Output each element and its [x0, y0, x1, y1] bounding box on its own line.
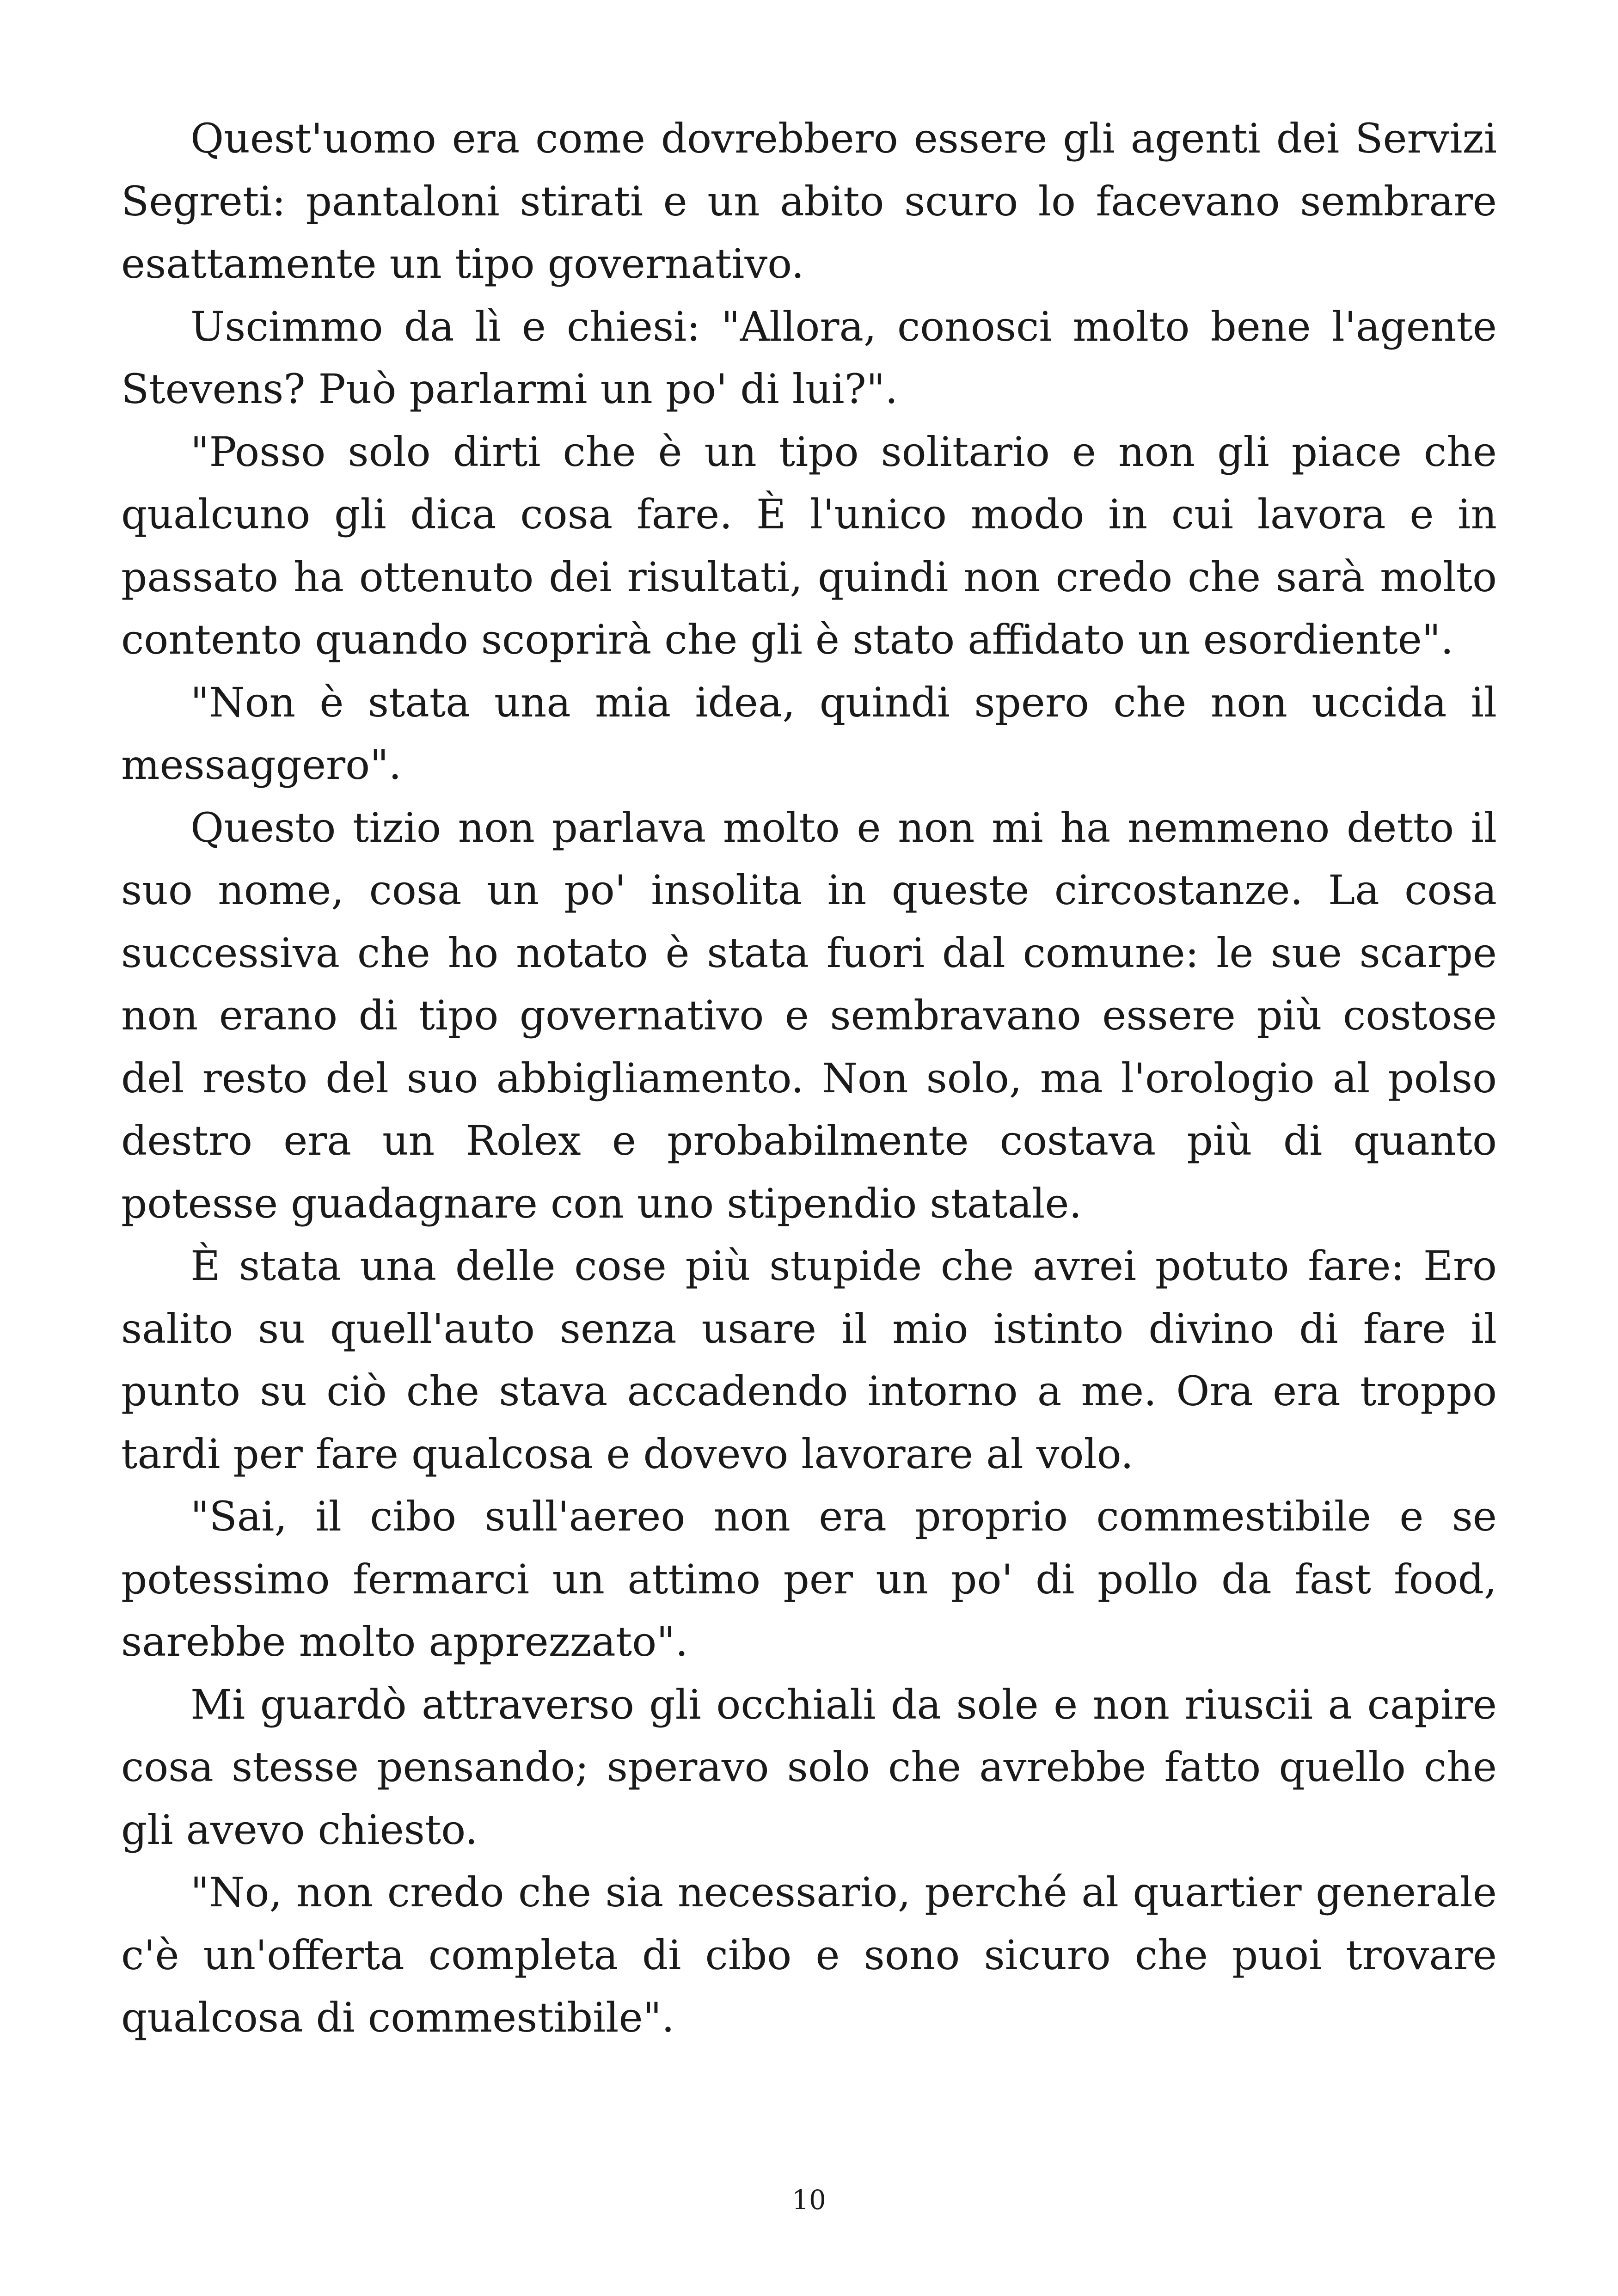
body-text [121, 107, 1497, 2049]
paragraph-9: "No, non credo che sia necessario, perché al quartier generale c'è un'offerta completa di cibo e sono sicuro che puoi trovare qualcosa di commestibile". [121, 1868, 1497, 2041]
paragraph-2: Uscimmo da lì e chiesi: "Allora, conosci molto bene l'agente Stevens? Può parlarmi un po' di lui?". [121, 302, 1497, 413]
paragraph-5: Questo tizio non parlava molto e non mi ha nemmeno detto il suo nome, cosa un po' insolita in queste circostanze. La cosa successiva che ho notato è stata fuori dal comune: le sue scarpe non erano di tipo governativo e sembravano essere più costose del resto del suo abbigliamento. Non solo, ma l'orologio al polso destro era un Rolex e probabilmente costava più di quanto potesse guadagnare con uno stipendio statale. [121, 803, 1497, 1227]
paragraph-4: "Non è stata una mia idea, quindi spero che non uccida il messaggero". [121, 678, 1497, 789]
paragraph-7: "Sai, il cibo sull'aereo non era proprio commestibile e se potessimo fermarci un attimo per un po' di pollo da fast food, sarebbe molto apprezzato". [121, 1493, 1497, 1665]
paragraph-3: "Posso solo dirti che è un tipo solitario e non gli piace che qualcuno gli dica cosa fare. È l'unico modo in cui lavora e in passato ha ottenuto dei risultati, quindi non credo che sarà molto contento quando scoprirà che gli è stato affidato un esordiente". [121, 428, 1497, 663]
paragraph-8: Mi guardò attraverso gli occhiali da sole e non riuscii a capire cosa stesse pensando; speravo solo che avrebbe fatto quello che gli avevo chiesto. [121, 1680, 1497, 1854]
paragraph-6: È stata una delle cose più stupide che avrei potuto fare: Ero salito su quell'auto senza usare il mio istinto divino di fare il punto su ciò che stava accadendo intorno a me. Ora era troppo tardi per fare qualcosa e dovevo lavorare al volo. [121, 1242, 1497, 1478]
paragraph-1: Quest'uomo era come dovrebbero essere gli agenti dei Servizi Segreti: pantaloni stirati e un abito scuro lo facevano sembrare esattamente un tipo governativo. [121, 115, 1497, 288]
page-number: 10 [792, 2184, 826, 2216]
